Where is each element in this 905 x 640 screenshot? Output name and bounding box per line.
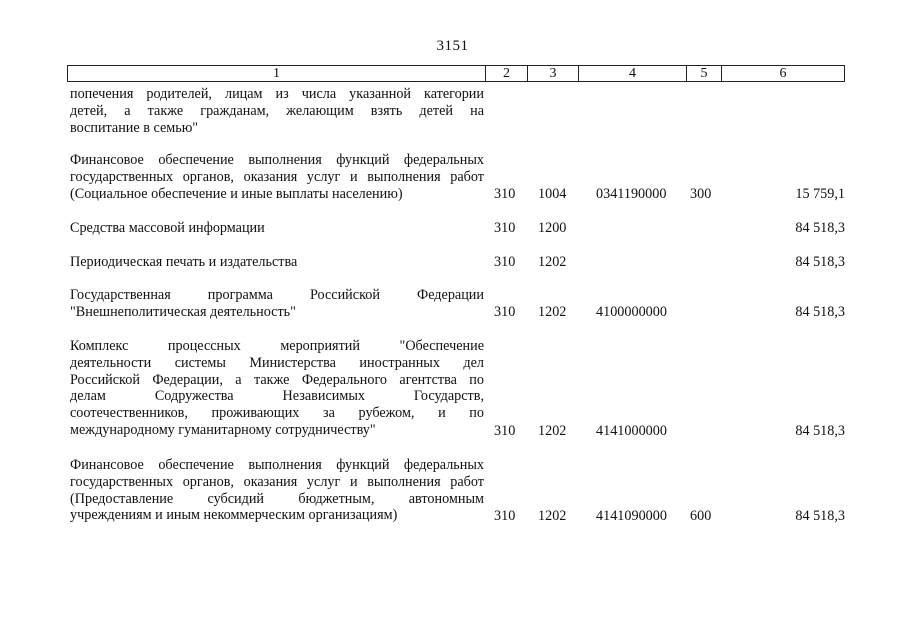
header-col-3: 3 <box>527 66 578 81</box>
table-row <box>70 287 845 323</box>
code-section: 1202 <box>538 423 567 439</box>
description-line: Российской Федерации, а также Федерального агентства по <box>70 371 484 388</box>
table-header <box>67 65 845 82</box>
code-admin: 310 <box>494 508 516 524</box>
amount: 84 518,3 <box>795 304 845 320</box>
code-admin: 310 <box>494 304 516 320</box>
code-section: 1202 <box>538 508 567 524</box>
code-admin: 310 <box>494 254 516 270</box>
header-col-6: 6 <box>721 66 844 81</box>
description-line: (Предоставление субсидий бюджетным, автономным <box>70 490 484 507</box>
amount: 84 518,3 <box>795 254 845 270</box>
code-admin: 310 <box>494 220 516 236</box>
row-description <box>70 220 484 237</box>
description-line: попечения родителей, лицам из числа указанной категории <box>70 86 484 102</box>
description-line: Государственная программа Российской Федерации <box>70 287 484 303</box>
description-line: Периодическая печать и издательства <box>70 254 298 270</box>
description-line: делам Содружества Независимых Государств, <box>70 388 484 405</box>
row-description <box>70 152 484 202</box>
code-target: 4141000000 <box>596 423 667 439</box>
table-row <box>70 152 845 204</box>
code-target: 4100000000 <box>596 304 667 320</box>
table-row <box>70 86 845 138</box>
page-number: 3151 <box>436 38 469 54</box>
description-line: Комплекс процессных мероприятий "Обеспечение <box>70 338 484 354</box>
header-col-1: 1 <box>273 66 280 81</box>
table-row <box>70 254 845 272</box>
table-row <box>70 338 845 440</box>
description-line: государственных органов, оказания услуг и выполнения работ <box>70 473 484 490</box>
row-description <box>70 338 484 439</box>
description-line: международному гуманитарному сотрудничеству" <box>70 421 376 438</box>
code-target: 4141090000 <box>596 508 667 524</box>
row-description <box>70 457 484 524</box>
description-line: деятельности системы Министерства иностранных дел <box>70 354 484 371</box>
header-col-5: 5 <box>686 66 721 81</box>
header-col-4: 4 <box>578 66 686 81</box>
code-section: 1200 <box>538 220 567 236</box>
code-target: 0341190000 <box>596 186 667 202</box>
row-description <box>70 86 484 136</box>
code-expense-type: 600 <box>690 508 712 524</box>
code-admin: 310 <box>494 186 516 202</box>
description-line: учреждениям и иным некоммерческим организациям) <box>70 507 398 524</box>
description-line: Финансовое обеспечение выполнения функций федеральных <box>70 457 484 473</box>
description-line: воспитание в семью" <box>70 119 199 136</box>
header-col-2: 2 <box>485 66 527 81</box>
amount: 84 518,3 <box>795 508 845 524</box>
code-section: 1202 <box>538 304 567 320</box>
code-section: 1004 <box>538 186 567 202</box>
description-line: Финансовое обеспечение выполнения функций федеральных <box>70 152 484 168</box>
description-line: Средства массовой информации <box>70 220 265 236</box>
amount: 84 518,3 <box>795 220 845 236</box>
description-line: детей, а также гражданам, желающим взять детей на <box>70 102 484 119</box>
row-description <box>70 254 484 271</box>
table-row <box>70 220 845 238</box>
description-line: государственных органов, оказания услуг и выполнения работ <box>70 168 484 185</box>
amount: 15 759,1 <box>795 186 845 202</box>
code-admin: 310 <box>494 423 516 439</box>
code-section: 1202 <box>538 254 567 270</box>
table-row <box>70 457 845 527</box>
description-line: (Социальное обеспечение и иные выплаты населению) <box>70 185 403 202</box>
row-description <box>70 287 484 321</box>
code-expense-type: 300 <box>690 186 712 202</box>
amount: 84 518,3 <box>795 423 845 439</box>
description-line: соотечественников, проживающих за рубежом, и по <box>70 405 484 422</box>
description-line: "Внешнеполитическая деятельность" <box>70 303 296 320</box>
